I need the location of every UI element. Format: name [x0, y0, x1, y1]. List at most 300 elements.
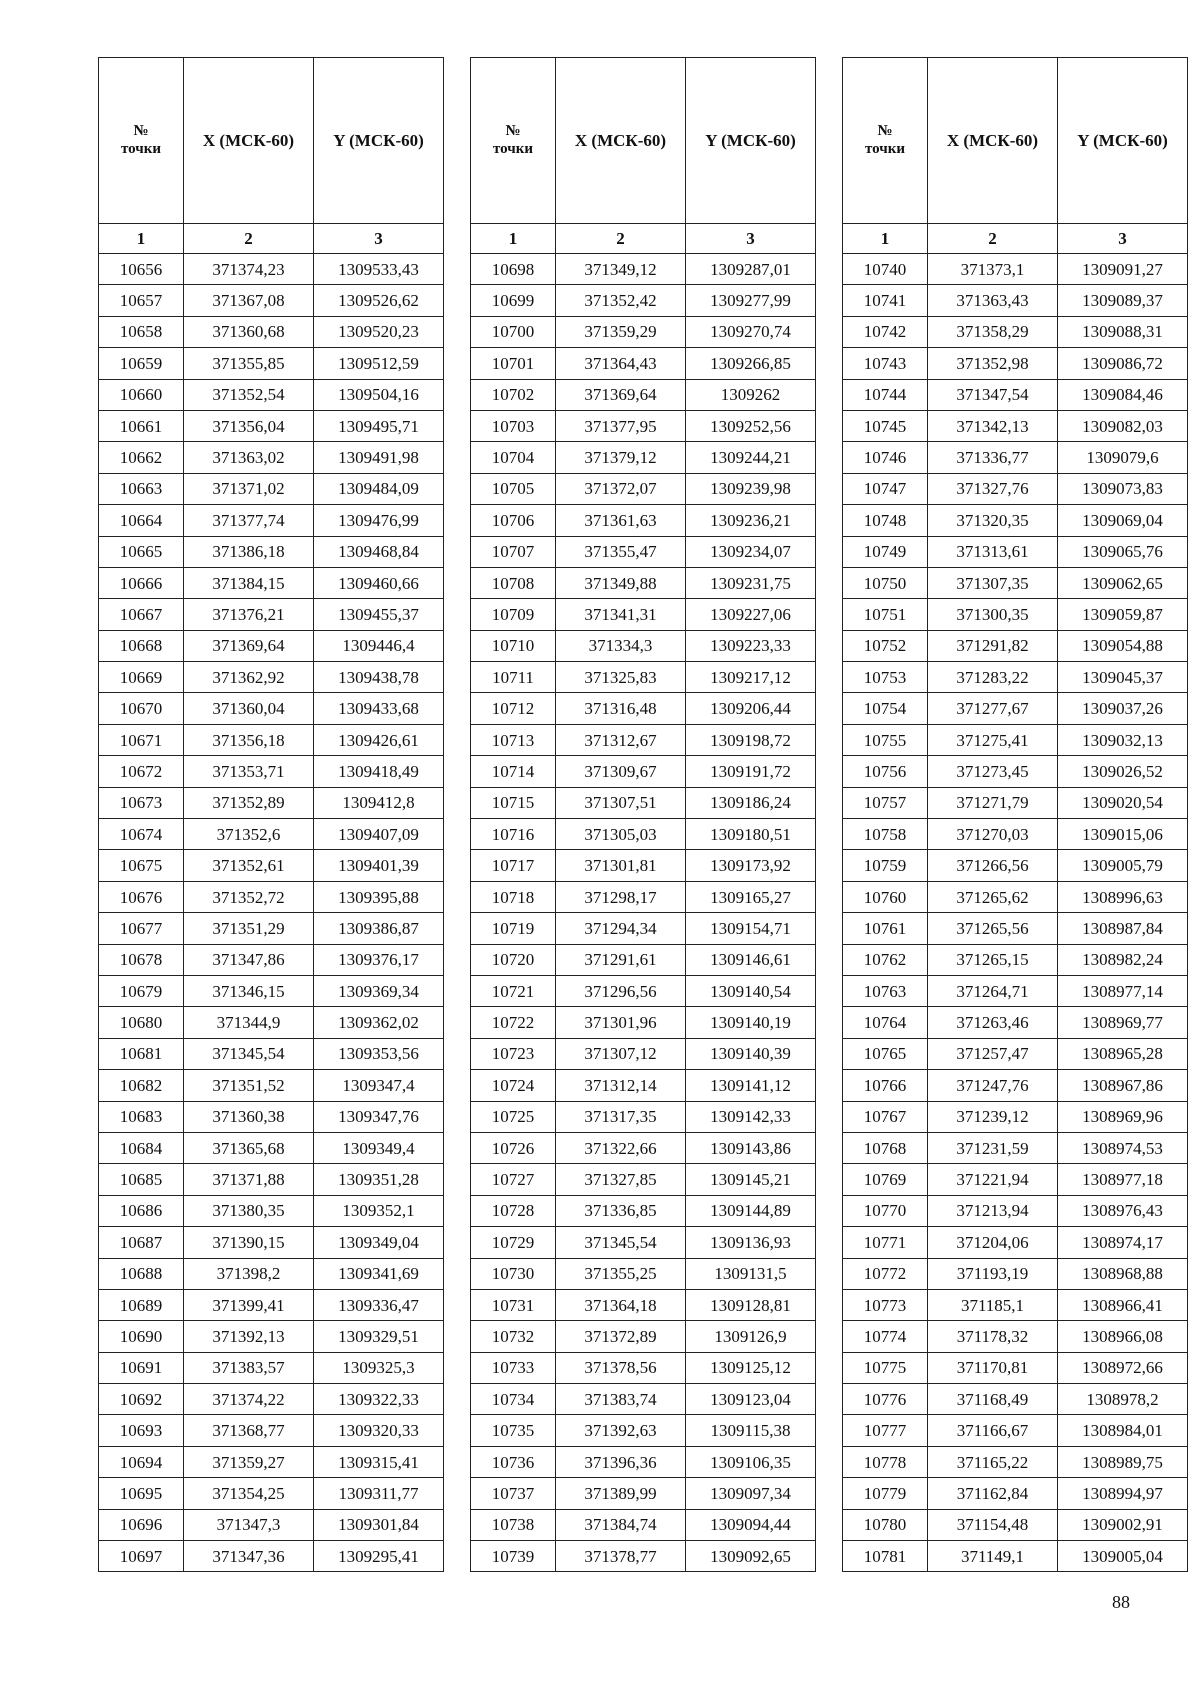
x-value-cell: 371247,76 — [928, 1070, 1058, 1101]
point-number-cell: 10694 — [99, 1446, 184, 1477]
x-value-cell: 371377,95 — [556, 410, 686, 441]
y-value-cell: 1309395,88 — [314, 881, 444, 912]
table-row — [843, 1478, 1188, 1509]
table-row — [843, 881, 1188, 912]
header-num-line1: № — [877, 123, 893, 140]
table-row — [471, 819, 816, 850]
point-number-cell: 10723 — [471, 1038, 556, 1069]
x-value-cell: 371149,1 — [928, 1541, 1058, 1572]
point-number-cell: 10675 — [99, 850, 184, 881]
x-value-cell: 371309,67 — [556, 756, 686, 787]
y-value-cell: 1309005,79 — [1058, 850, 1188, 881]
y-value-cell: 1309352,1 — [314, 1195, 444, 1226]
table-row — [471, 442, 816, 473]
x-value-cell: 371358,29 — [928, 316, 1058, 347]
point-number-cell: 10726 — [471, 1132, 556, 1163]
x-value-cell: 371291,82 — [928, 630, 1058, 661]
x-value-cell: 371352,6 — [184, 819, 314, 850]
y-value-cell: 1309143,86 — [686, 1132, 816, 1163]
table-row — [471, 285, 816, 316]
y-value-cell: 1309295,41 — [314, 1541, 444, 1572]
point-number-cell: 10750 — [843, 567, 928, 598]
table-row — [99, 662, 444, 693]
table-row — [99, 254, 444, 285]
x-value-cell: 371352,42 — [556, 285, 686, 316]
column-index: 3 — [686, 224, 816, 254]
x-value-cell: 371349,12 — [556, 254, 686, 285]
point-number-cell: 10764 — [843, 1007, 928, 1038]
x-value-cell: 371359,29 — [556, 316, 686, 347]
table-row — [471, 1384, 816, 1415]
y-value-cell: 1309173,92 — [686, 850, 816, 881]
y-value-cell: 1309376,17 — [314, 944, 444, 975]
header-row — [843, 58, 1188, 224]
header-num-line2: точки — [492, 140, 534, 157]
table-row — [99, 442, 444, 473]
table-row — [471, 1352, 816, 1383]
table-row — [99, 285, 444, 316]
table-row — [99, 819, 444, 850]
table-row — [99, 536, 444, 567]
y-value-cell: 1309231,75 — [686, 567, 816, 598]
table-row — [843, 1541, 1188, 1572]
x-value-cell: 371307,51 — [556, 787, 686, 818]
table-row — [99, 1070, 444, 1101]
point-number-cell: 10717 — [471, 850, 556, 881]
x-value-cell: 371334,3 — [556, 630, 686, 661]
table-row — [843, 1415, 1188, 1446]
x-value-cell: 371355,85 — [184, 348, 314, 379]
table-row — [843, 787, 1188, 818]
point-number-cell: 10733 — [471, 1352, 556, 1383]
point-number-cell: 10714 — [471, 756, 556, 787]
y-value-cell: 1309277,99 — [686, 285, 816, 316]
x-value-cell: 371367,08 — [184, 285, 314, 316]
y-value-cell: 1309341,69 — [314, 1258, 444, 1289]
x-value-cell: 371352,89 — [184, 787, 314, 818]
x-value-cell: 371277,67 — [928, 693, 1058, 724]
point-number-cell: 10770 — [843, 1195, 928, 1226]
x-value-cell: 371341,31 — [556, 599, 686, 630]
x-value-cell: 371365,68 — [184, 1132, 314, 1163]
point-number-cell: 10721 — [471, 975, 556, 1006]
column-index-row — [843, 224, 1188, 254]
x-value-cell: 371239,12 — [928, 1101, 1058, 1132]
point-number-cell: 10759 — [843, 850, 928, 881]
table-row — [843, 1258, 1188, 1289]
point-number-cell: 10753 — [843, 662, 928, 693]
point-number-cell: 10741 — [843, 285, 928, 316]
x-value-cell: 371327,85 — [556, 1164, 686, 1195]
table-row — [99, 1101, 444, 1132]
header-row — [99, 58, 444, 224]
table-row — [843, 1446, 1188, 1477]
y-value-cell: 1308965,28 — [1058, 1038, 1188, 1069]
table-row — [843, 1070, 1188, 1101]
x-value-cell: 371352,54 — [184, 379, 314, 410]
coordinates-table — [842, 57, 1188, 1572]
point-number-cell: 10748 — [843, 505, 928, 536]
x-value-cell: 371372,07 — [556, 473, 686, 504]
point-number-cell: 10776 — [843, 1384, 928, 1415]
point-number-cell: 10666 — [99, 567, 184, 598]
y-value-cell: 1309311,77 — [314, 1478, 444, 1509]
table-row — [99, 473, 444, 504]
x-value-cell: 371392,13 — [184, 1321, 314, 1352]
y-coordinate-header: Y (МСК-60) — [686, 58, 816, 224]
table-row — [843, 567, 1188, 598]
point-number-cell: 10738 — [471, 1509, 556, 1540]
table-row — [471, 1321, 816, 1352]
x-value-cell: 371379,12 — [556, 442, 686, 473]
y-value-cell: 1309032,13 — [1058, 724, 1188, 755]
table-row — [843, 1195, 1188, 1226]
y-value-cell: 1309484,09 — [314, 473, 444, 504]
y-value-cell: 1309186,24 — [686, 787, 816, 818]
x-value-cell: 371305,03 — [556, 819, 686, 850]
point-number-cell: 10680 — [99, 1007, 184, 1038]
table-row — [843, 254, 1188, 285]
point-number-cell: 10729 — [471, 1227, 556, 1258]
x-coordinate-header: X (МСК-60) — [184, 58, 314, 224]
point-number-cell: 10732 — [471, 1321, 556, 1352]
x-value-cell: 371360,68 — [184, 316, 314, 347]
x-value-cell: 371301,81 — [556, 850, 686, 881]
x-value-cell: 371231,59 — [928, 1132, 1058, 1163]
point-number-cell: 10674 — [99, 819, 184, 850]
point-number-cell: 10704 — [471, 442, 556, 473]
x-value-cell: 371185,1 — [928, 1289, 1058, 1320]
point-number-cell: 10778 — [843, 1446, 928, 1477]
point-number-cell: 10656 — [99, 254, 184, 285]
point-number-cell: 10665 — [99, 536, 184, 567]
y-value-cell: 1309329,51 — [314, 1321, 444, 1352]
x-value-cell: 371273,45 — [928, 756, 1058, 787]
table-row — [99, 567, 444, 598]
y-value-cell: 1309069,04 — [1058, 505, 1188, 536]
x-value-cell: 371178,32 — [928, 1321, 1058, 1352]
y-value-cell: 1309426,61 — [314, 724, 444, 755]
point-number-cell: 10754 — [843, 693, 928, 724]
x-value-cell: 371168,49 — [928, 1384, 1058, 1415]
y-value-cell: 1309262 — [686, 379, 816, 410]
table-row — [99, 599, 444, 630]
y-value-cell: 1308994,97 — [1058, 1478, 1188, 1509]
table-row — [99, 1541, 444, 1572]
point-number-cell: 10663 — [99, 473, 184, 504]
x-value-cell: 371166,67 — [928, 1415, 1058, 1446]
table-row — [99, 1258, 444, 1289]
table-row — [471, 724, 816, 755]
point-number-cell: 10781 — [843, 1541, 928, 1572]
y-value-cell: 1309084,46 — [1058, 379, 1188, 410]
table-row — [471, 410, 816, 441]
table-row — [843, 630, 1188, 661]
point-number-cell: 10715 — [471, 787, 556, 818]
column-index: 3 — [1058, 224, 1188, 254]
point-number-cell: 10740 — [843, 254, 928, 285]
y-value-cell: 1309106,35 — [686, 1446, 816, 1477]
point-number-cell: 10711 — [471, 662, 556, 693]
point-number-cell: 10664 — [99, 505, 184, 536]
y-value-cell: 1309236,21 — [686, 505, 816, 536]
point-number-cell: 10701 — [471, 348, 556, 379]
point-number-cell: 10706 — [471, 505, 556, 536]
x-value-cell: 371351,29 — [184, 913, 314, 944]
y-value-cell: 1309252,56 — [686, 410, 816, 441]
y-value-cell: 1309512,59 — [314, 348, 444, 379]
point-number-cell: 10773 — [843, 1289, 928, 1320]
y-value-cell: 1309362,02 — [314, 1007, 444, 1038]
point-number-cell: 10728 — [471, 1195, 556, 1226]
table-row — [471, 1478, 816, 1509]
y-value-cell: 1309115,38 — [686, 1415, 816, 1446]
table-row — [99, 1321, 444, 1352]
x-value-cell: 371275,41 — [928, 724, 1058, 755]
x-value-cell: 371204,06 — [928, 1227, 1058, 1258]
table-row — [471, 1289, 816, 1320]
point-number-cell: 10685 — [99, 1164, 184, 1195]
y-value-cell: 1309325,3 — [314, 1352, 444, 1383]
point-number-cell: 10719 — [471, 913, 556, 944]
point-number-cell: 10751 — [843, 599, 928, 630]
y-value-cell: 1309455,37 — [314, 599, 444, 630]
column-index-row — [471, 224, 816, 254]
x-value-cell: 371389,99 — [556, 1478, 686, 1509]
y-value-cell: 1308987,84 — [1058, 913, 1188, 944]
table-row — [99, 316, 444, 347]
table-row — [843, 1289, 1188, 1320]
point-number-cell: 10777 — [843, 1415, 928, 1446]
table-row — [99, 787, 444, 818]
point-number-cell: 10696 — [99, 1509, 184, 1540]
x-value-cell: 371392,63 — [556, 1415, 686, 1446]
table-row — [471, 536, 816, 567]
x-value-cell: 371351,52 — [184, 1070, 314, 1101]
y-value-cell: 1309094,44 — [686, 1509, 816, 1540]
table-row — [843, 693, 1188, 724]
point-number-cell: 10761 — [843, 913, 928, 944]
point-number-cell: 10731 — [471, 1289, 556, 1320]
x-value-cell: 371257,47 — [928, 1038, 1058, 1069]
y-value-cell: 1309353,56 — [314, 1038, 444, 1069]
y-value-cell: 1308989,75 — [1058, 1446, 1188, 1477]
point-number-cell: 10693 — [99, 1415, 184, 1446]
table-row — [471, 505, 816, 536]
point-number-cell: 10713 — [471, 724, 556, 755]
y-value-cell: 1309136,93 — [686, 1227, 816, 1258]
y-value-cell: 1308974,17 — [1058, 1227, 1188, 1258]
table-row — [471, 1446, 816, 1477]
x-value-cell: 371373,1 — [928, 254, 1058, 285]
x-value-cell: 371170,81 — [928, 1352, 1058, 1383]
table-row — [471, 379, 816, 410]
table-row — [843, 1227, 1188, 1258]
y-value-cell: 1309460,66 — [314, 567, 444, 598]
table-row — [843, 1164, 1188, 1195]
point-number-cell: 10688 — [99, 1258, 184, 1289]
point-number-cell: 10662 — [99, 442, 184, 473]
table-row — [471, 1509, 816, 1540]
column-index: 3 — [314, 224, 444, 254]
point-number-cell: 10746 — [843, 442, 928, 473]
y-value-cell: 1309320,33 — [314, 1415, 444, 1446]
y-value-cell: 1309476,99 — [314, 505, 444, 536]
y-value-cell: 1309446,4 — [314, 630, 444, 661]
y-value-cell: 1309495,71 — [314, 410, 444, 441]
point-number-cell: 10702 — [471, 379, 556, 410]
y-value-cell: 1309270,74 — [686, 316, 816, 347]
x-value-cell: 371213,94 — [928, 1195, 1058, 1226]
table-row — [99, 1352, 444, 1383]
point-number-cell: 10756 — [843, 756, 928, 787]
point-number-cell: 10762 — [843, 944, 928, 975]
y-value-cell: 1309097,34 — [686, 1478, 816, 1509]
x-value-cell: 371363,43 — [928, 285, 1058, 316]
x-value-cell: 371355,47 — [556, 536, 686, 567]
x-value-cell: 371312,14 — [556, 1070, 686, 1101]
y-value-cell: 1308969,96 — [1058, 1101, 1188, 1132]
table-row — [99, 756, 444, 787]
point-number-cell: 10712 — [471, 693, 556, 724]
table-row — [471, 881, 816, 912]
x-value-cell: 371361,63 — [556, 505, 686, 536]
x-value-cell: 371283,22 — [928, 662, 1058, 693]
point-number-cell: 10668 — [99, 630, 184, 661]
point-number-header — [471, 58, 556, 224]
point-number-cell: 10752 — [843, 630, 928, 661]
point-number-cell: 10766 — [843, 1070, 928, 1101]
point-number-cell: 10689 — [99, 1289, 184, 1320]
point-number-cell: 10780 — [843, 1509, 928, 1540]
y-value-cell: 1308977,14 — [1058, 975, 1188, 1006]
y-value-cell: 1308996,63 — [1058, 881, 1188, 912]
table-row — [843, 599, 1188, 630]
x-value-cell: 371399,41 — [184, 1289, 314, 1320]
header-num-line1: № — [505, 123, 521, 140]
point-number-cell: 10673 — [99, 787, 184, 818]
x-value-cell: 371364,18 — [556, 1289, 686, 1320]
point-number-cell: 10743 — [843, 348, 928, 379]
y-value-cell: 1309239,98 — [686, 473, 816, 504]
y-value-cell: 1309059,87 — [1058, 599, 1188, 630]
point-number-cell: 10718 — [471, 881, 556, 912]
y-value-cell: 1308978,2 — [1058, 1384, 1188, 1415]
point-number-cell: 10755 — [843, 724, 928, 755]
y-value-cell: 1309504,16 — [314, 379, 444, 410]
table-row — [843, 1007, 1188, 1038]
point-number-cell: 10774 — [843, 1321, 928, 1352]
y-value-cell: 1309315,41 — [314, 1446, 444, 1477]
point-number-cell: 10768 — [843, 1132, 928, 1163]
y-value-cell: 1309401,39 — [314, 850, 444, 881]
table-row — [471, 1101, 816, 1132]
y-coordinate-header: Y (МСК-60) — [1058, 58, 1188, 224]
table-row — [471, 1070, 816, 1101]
table-row — [99, 1007, 444, 1038]
y-value-cell: 1309180,51 — [686, 819, 816, 850]
point-number-cell: 10703 — [471, 410, 556, 441]
table-row — [99, 724, 444, 755]
table-row — [99, 1384, 444, 1415]
y-value-cell: 1309146,61 — [686, 944, 816, 975]
y-value-cell: 1309198,72 — [686, 724, 816, 755]
y-value-cell: 1309223,33 — [686, 630, 816, 661]
y-value-cell: 1309125,12 — [686, 1352, 816, 1383]
table-row — [843, 850, 1188, 881]
column-index: 2 — [184, 224, 314, 254]
point-number-cell: 10679 — [99, 975, 184, 1006]
x-coordinate-header: X (МСК-60) — [556, 58, 686, 224]
table-row — [843, 473, 1188, 504]
table-row — [843, 662, 1188, 693]
table-row — [471, 975, 816, 1006]
point-number-cell: 10725 — [471, 1101, 556, 1132]
point-number-cell: 10724 — [471, 1070, 556, 1101]
x-value-cell: 371344,9 — [184, 1007, 314, 1038]
point-number-cell: 10779 — [843, 1478, 928, 1509]
point-number-cell: 10700 — [471, 316, 556, 347]
point-number-cell: 10661 — [99, 410, 184, 441]
y-value-cell: 1309322,33 — [314, 1384, 444, 1415]
table-row — [99, 410, 444, 441]
table-row — [99, 379, 444, 410]
y-value-cell: 1309351,28 — [314, 1164, 444, 1195]
header-num-line2: точки — [120, 140, 162, 157]
point-number-cell: 10727 — [471, 1164, 556, 1195]
x-value-cell: 371154,48 — [928, 1509, 1058, 1540]
y-value-cell: 1308976,43 — [1058, 1195, 1188, 1226]
table-row — [471, 316, 816, 347]
point-number-cell: 10687 — [99, 1227, 184, 1258]
y-value-cell: 1308968,88 — [1058, 1258, 1188, 1289]
x-value-cell: 371291,61 — [556, 944, 686, 975]
x-value-cell: 371312,67 — [556, 724, 686, 755]
point-number-cell: 10745 — [843, 410, 928, 441]
x-value-cell: 371265,62 — [928, 881, 1058, 912]
table-row — [471, 1195, 816, 1226]
x-value-cell: 371369,64 — [556, 379, 686, 410]
x-value-cell: 371371,02 — [184, 473, 314, 504]
y-value-cell: 1309433,68 — [314, 693, 444, 724]
table-row — [471, 787, 816, 818]
x-value-cell: 371374,22 — [184, 1384, 314, 1415]
table-row — [99, 1478, 444, 1509]
table-row — [471, 850, 816, 881]
x-value-cell: 371307,12 — [556, 1038, 686, 1069]
y-value-cell: 1309418,49 — [314, 756, 444, 787]
y-value-cell: 1309141,12 — [686, 1070, 816, 1101]
point-number-cell: 10660 — [99, 379, 184, 410]
point-number-cell: 10737 — [471, 1478, 556, 1509]
y-value-cell: 1308984,01 — [1058, 1415, 1188, 1446]
y-value-cell: 1309206,44 — [686, 693, 816, 724]
y-value-cell: 1309140,54 — [686, 975, 816, 1006]
y-value-cell: 1309533,43 — [314, 254, 444, 285]
table-row — [99, 1289, 444, 1320]
y-value-cell: 1309287,01 — [686, 254, 816, 285]
table-row — [843, 724, 1188, 755]
y-value-cell: 1308974,53 — [1058, 1132, 1188, 1163]
point-number-cell: 10720 — [471, 944, 556, 975]
x-value-cell: 371322,66 — [556, 1132, 686, 1163]
y-value-cell: 1309349,4 — [314, 1132, 444, 1163]
table-row — [99, 1227, 444, 1258]
x-value-cell: 371265,15 — [928, 944, 1058, 975]
y-value-cell: 1309438,78 — [314, 662, 444, 693]
table-row — [471, 1258, 816, 1289]
x-value-cell: 371384,15 — [184, 567, 314, 598]
